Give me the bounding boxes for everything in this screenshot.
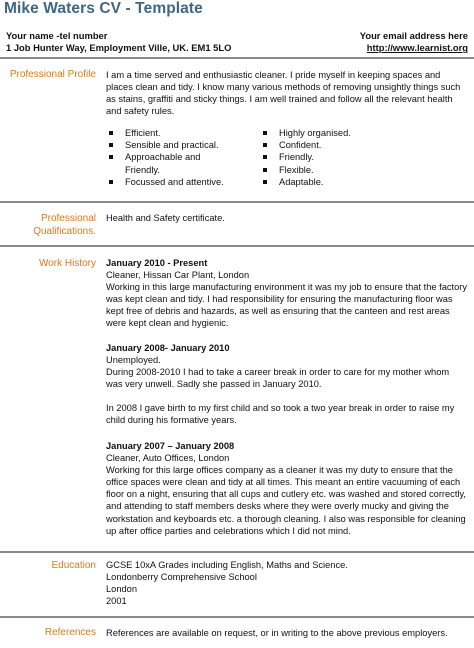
education-line: 2001	[106, 596, 127, 607]
name-phone-line: Your name -tel number	[6, 30, 108, 41]
work-history-label: Work History	[38, 258, 96, 269]
skills-left-column	[106, 127, 230, 188]
skill-item: Adaptable.	[260, 176, 351, 188]
section-divider	[0, 201, 474, 203]
skill-item: Focussed and attentive.	[106, 176, 230, 188]
job-dates: January 2008- January 2010	[106, 343, 230, 353]
profile-text	[106, 69, 468, 117]
website-link[interactable]: http://www.learnist.org	[366, 42, 468, 53]
profile-paragraph: I am a time served and enthusiastic cleaner. I pride myself in keeping spaces and places clean and tidy. I know many various methods of removing unsightly things such as stains, graffiti and sticky things. I am well trained and follow all the relevant health and safety rules.	[106, 70, 461, 117]
education-line: London	[106, 584, 138, 595]
qualifications-label-line1: Professional	[40, 213, 96, 224]
job-entry	[106, 440, 468, 537]
references-label: References	[44, 627, 96, 638]
cv-title: Mike Waters CV - Template	[4, 0, 203, 17]
job-description: During 2008-2010 I had to take a career break in order to care for my mother whom was very unwell. Sadly she passed in January 2010.	[106, 367, 450, 390]
website-line	[367, 42, 468, 54]
skill-item: Flexible.	[260, 164, 351, 176]
job-dates: January 2007 – January 2008	[106, 441, 235, 451]
references-text: References are available on request, or in writing to the above previous employers.	[106, 628, 448, 638]
skill-item: Approachable and Friendly.	[106, 151, 230, 175]
address-line: 1 Job Hunter Way, Employment Ville, UK. EM1 5LO	[6, 42, 232, 53]
job-employer: Cleaner, Auto Offices, London	[106, 453, 230, 464]
job-entry	[106, 342, 468, 427]
paragraph-gap	[106, 390, 468, 402]
section-divider	[0, 551, 474, 553]
skills-right-column	[260, 127, 351, 188]
job-employer: Cleaner, Hissan Car Plant, London	[106, 270, 250, 281]
education-label: Education	[51, 560, 96, 571]
skill-item: Sensible and practical.	[106, 139, 230, 151]
education-line: GCSE 10xA Grades including English, Maths and Science.	[106, 560, 348, 570]
education-line: Londonberry Comprehensive School	[106, 572, 257, 583]
skill-item: Highly organised.	[260, 127, 351, 139]
education-details	[106, 559, 468, 607]
job-dates: January 2010 - Present	[106, 258, 208, 268]
job-description: Working in this large manufacturing environment it was my job to ensure that the factory was kept clean and tidy. I had responsibility for ensuring the manufacturing floor was kept free of debris and hazards, as well as ensuring that the canteen and rest areas were kept clean and hygienic.	[106, 282, 468, 329]
job-description: Working for this large offices company as a cleaner it was my duty to ensure that the office spaces were clean and tidy at all times. This meant an entire vacuuming of each floor on a night, ensuring that all cups and cutlery etc. was washed and stored correctly, and attending to staff members desks where they were overly mucky and giving the workstation and keyboards etc. a thorough cleaning. I also was responsible for cleaning up after office parties and celebrations which I did not mind.	[106, 465, 467, 536]
skill-item: Friendly.	[260, 151, 351, 163]
profile-label: Professional Profile	[9, 69, 96, 80]
section-divider	[0, 616, 474, 618]
skill-item: Efficient.	[106, 127, 230, 139]
qualifications-label	[0, 212, 96, 238]
skills-list	[106, 127, 446, 192]
skill-item: Confident.	[260, 139, 351, 151]
qualifications-label-line2: Qualifications.	[33, 226, 96, 237]
qualifications-text: Health and Safety certificate.	[106, 213, 225, 223]
job-employer: Unemployed.	[106, 355, 161, 366]
job-description-extra: In 2008 I gave birth to my first child and so took a two year break in order to raise my child during his formative years.	[106, 403, 455, 426]
section-divider	[0, 245, 474, 247]
job-entry	[106, 257, 468, 330]
email-line: Your email address here	[359, 30, 468, 41]
header-divider	[0, 57, 474, 59]
